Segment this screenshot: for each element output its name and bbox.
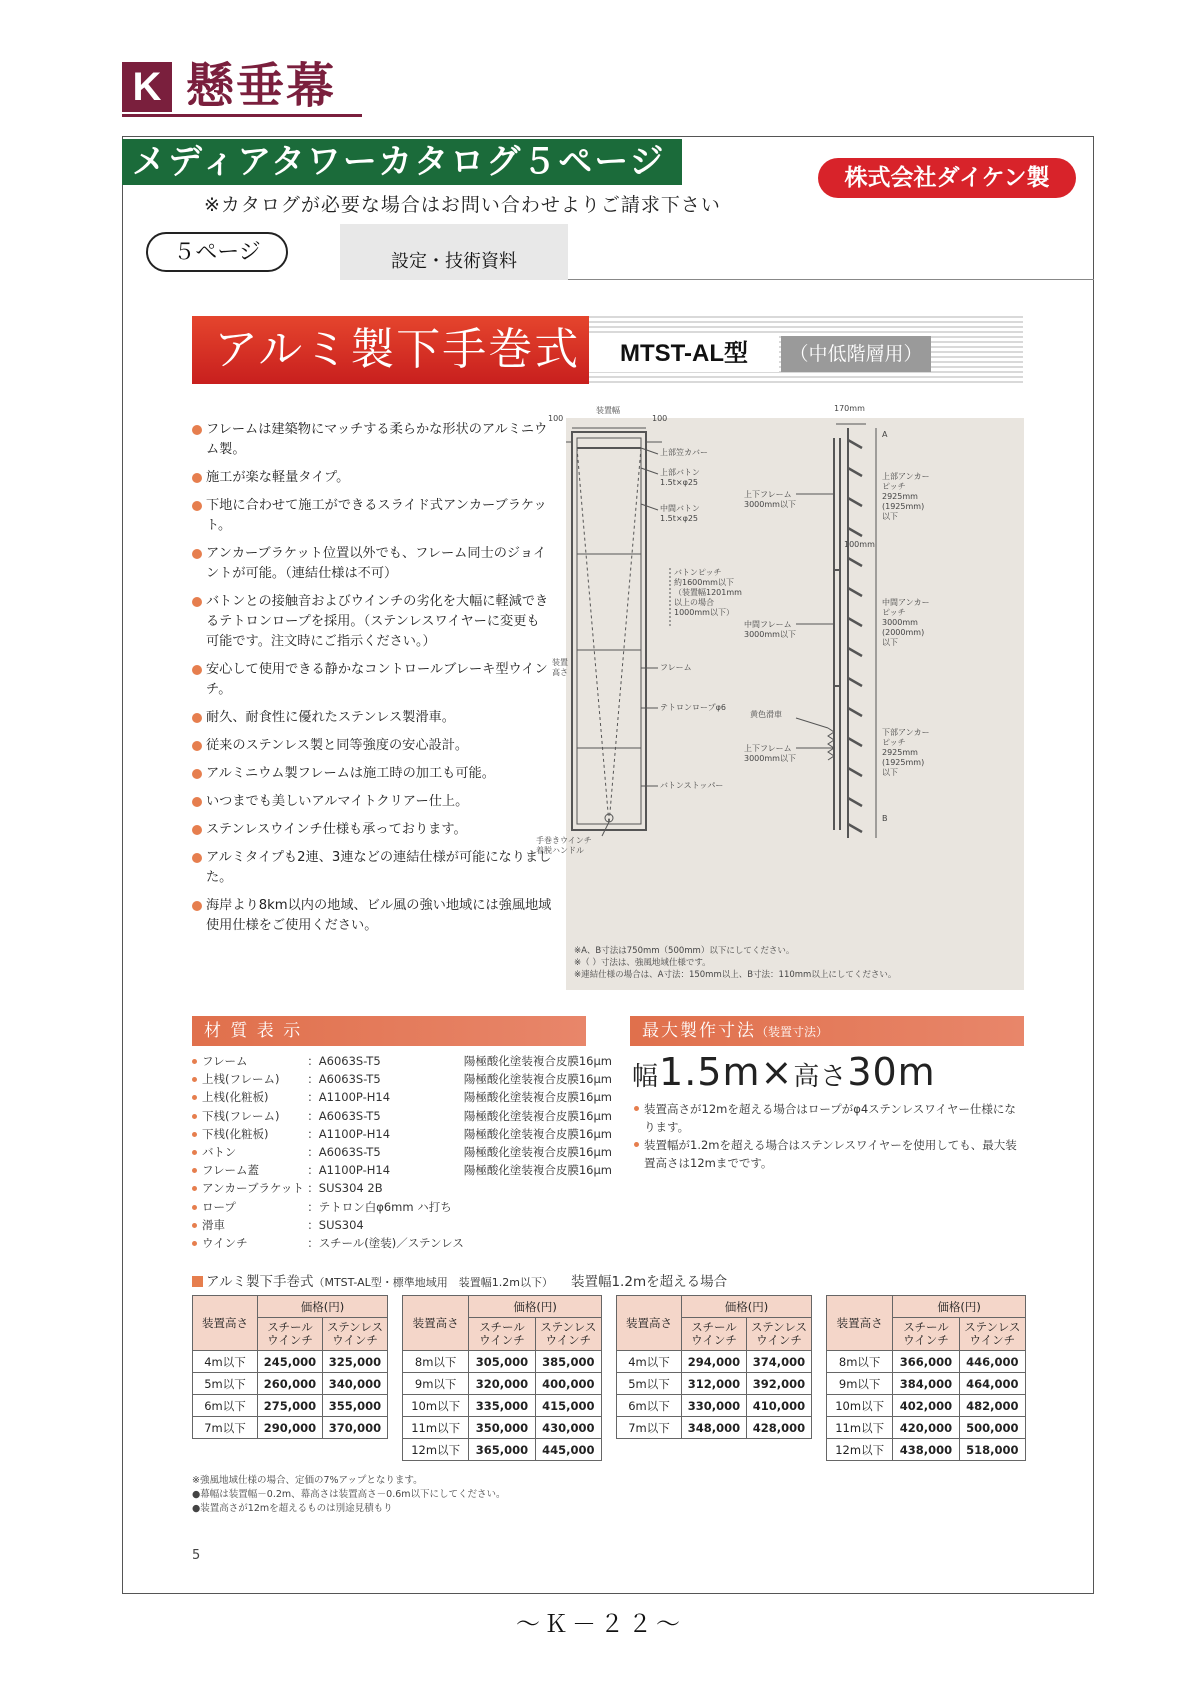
product-model: MTST-AL型 <box>589 336 779 372</box>
col-height: 装置高さ <box>403 1296 469 1351</box>
feature-item: アルミタイプも2連、3連などの連結仕様が可能になりました。 <box>192 848 552 888</box>
maker-badge: 株式会社ダイケン製 <box>818 158 1076 198</box>
col-sus-a: ステンレス <box>540 1320 597 1334</box>
col-height: 装置高さ <box>193 1296 258 1351</box>
stainless-price-cell: 325,000 <box>323 1351 388 1373</box>
max-size-notes <box>634 1100 1024 1172</box>
stainless-price-cell: 370,000 <box>323 1417 388 1439</box>
label-a: A <box>882 430 888 439</box>
anchor-mid-1: 中間アンカー <box>882 598 930 607</box>
material-row <box>192 1107 612 1125</box>
price-table <box>402 1295 602 1461</box>
times-sign: × <box>760 1050 794 1094</box>
price-header-row <box>827 1296 1026 1318</box>
col-steel-a: スチール <box>903 1320 949 1334</box>
max-size-title-note: （装置寸法） <box>756 1025 829 1039</box>
steel-price-cell: 245,000 <box>258 1351 323 1373</box>
height-label: 高さ <box>793 1062 848 1092</box>
stainless-price-cell: 518,000 <box>959 1439 1025 1461</box>
height-cell: 4m以下 <box>617 1351 682 1373</box>
page-code: ～Ｋ－２２～ <box>516 1610 684 1638</box>
label-mid-frame-b: 3000mm以下 <box>744 630 796 639</box>
dim-width-label: 装置幅 <box>596 406 620 415</box>
price-heading-sub: （MTST-AL型・標準地域用 装置幅1.2m以下） <box>313 1276 553 1289</box>
feature-item: 下地に合わせて施工ができるスライド式アンカーブラケット。 <box>192 496 552 536</box>
price-table <box>616 1295 812 1439</box>
material-name: ウインチ <box>192 1234 307 1252</box>
label-spring: 黄色滑車 <box>750 710 782 719</box>
price-heading-title: アルミ製下手巻式 <box>206 1274 314 1290</box>
label-top-baton: 上部バトン <box>660 468 700 477</box>
col-stainless <box>959 1318 1025 1351</box>
material-row <box>192 1070 612 1088</box>
material-code: ：A6063S-T5 <box>307 1072 381 1087</box>
material-name: ロープ <box>192 1198 307 1216</box>
label-top-baton-spec: 1.5t×φ25 <box>660 478 699 487</box>
material-code: ：A6063S-T5 <box>307 1108 381 1123</box>
height-cell: 12m以下 <box>827 1439 893 1461</box>
steel-price-cell: 402,000 <box>893 1395 959 1417</box>
col-steel <box>469 1318 535 1351</box>
label-pitch-1: バトンピッチ <box>674 568 722 577</box>
height-cell: 6m以下 <box>617 1395 682 1417</box>
price-row <box>827 1351 1026 1373</box>
steel-price-cell: 348,000 <box>682 1417 747 1439</box>
height-cell: 9m以下 <box>827 1373 893 1395</box>
feature-item: ステンレスウインチ仕様も承っております。 <box>192 820 552 840</box>
price-row <box>617 1395 812 1417</box>
stainless-price-cell: 410,000 <box>747 1395 812 1417</box>
title-underline <box>122 114 362 117</box>
feature-item: バトンとの接触音およびウインチの劣化を大幅に軽減できるテトロンロープを採用。（ステンレスワイヤーに変更も可能です。注文時にご指示ください。） <box>192 592 552 652</box>
anchor-mid-4: (2000mm) <box>882 628 925 637</box>
height-value: 30m <box>847 1050 936 1094</box>
stainless-price-cell: 430,000 <box>535 1417 601 1439</box>
square-bullet-icon <box>192 1276 203 1287</box>
price-row <box>193 1417 388 1439</box>
col-sus-b: ウインチ <box>969 1333 1016 1347</box>
anchor-top-5: 以下 <box>882 512 898 521</box>
anchor-top-2: ピッチ <box>882 482 906 491</box>
material-name: 下桟(化粧板) <box>192 1125 307 1143</box>
price-header-row <box>617 1296 812 1318</box>
anchor-mid-3: 3000mm <box>882 618 918 627</box>
height-cell: 7m以下 <box>193 1417 258 1439</box>
steel-price-cell: 330,000 <box>682 1395 747 1417</box>
price-heading <box>192 1270 727 1290</box>
label-winch-2: 着脱ハンドル <box>536 846 584 855</box>
material-code: ：スチール(塗装)／ステンレス <box>307 1236 464 1251</box>
height-cell: 5m以下 <box>617 1373 682 1395</box>
steel-price-cell: 320,000 <box>469 1373 535 1395</box>
height-cell: 8m以下 <box>403 1351 469 1373</box>
material-code: ：テトロン白φ6mm ハ打ち <box>307 1199 452 1214</box>
feature-list <box>192 420 552 944</box>
price-note: ●装置高さが12mを超えるものは別途見積もり <box>192 1503 393 1514</box>
steel-price-cell: 335,000 <box>469 1395 535 1417</box>
price-row <box>617 1351 812 1373</box>
width-label: 幅 <box>632 1062 660 1092</box>
steel-price-cell: 260,000 <box>258 1373 323 1395</box>
stainless-price-cell: 446,000 <box>959 1351 1025 1373</box>
price-row <box>193 1395 388 1417</box>
stainless-price-cell: 482,000 <box>959 1395 1025 1417</box>
material-name: 上桟(フレーム) <box>192 1070 307 1088</box>
stainless-price-cell: 374,000 <box>747 1351 812 1373</box>
height-cell: 7m以下 <box>617 1417 682 1439</box>
material-code: ：A1100P-H14 <box>307 1126 391 1141</box>
technical-drawing <box>536 404 1024 990</box>
label-ud-frame-bot: 上下フレーム <box>744 744 792 753</box>
anchor-mid-2: ピッチ <box>882 608 906 617</box>
price-table <box>192 1295 388 1439</box>
price-notes <box>192 1474 506 1516</box>
size-note: 装置高さが12mを超える場合はロープがφ4ステンレスワイヤー仕様になります。 <box>634 1100 1024 1136</box>
material-code: ：A6063S-T5 <box>307 1145 381 1160</box>
feature-item: 海岸より8km以内の地域、ビル風の強い地域には強風地域使用仕様をご使用ください。 <box>192 896 552 936</box>
page-number: 5 <box>192 1548 201 1563</box>
material-name: フレーム蓋 <box>192 1161 307 1179</box>
steel-price-cell: 384,000 <box>893 1373 959 1395</box>
height-cell: 10m以下 <box>827 1395 893 1417</box>
material-row <box>192 1179 612 1197</box>
material-finish <box>464 1216 612 1234</box>
anchor-bot-1: 下部アンカー <box>882 728 930 737</box>
height-cell: 11m以下 <box>403 1417 469 1439</box>
col-height: 装置高さ <box>617 1296 682 1351</box>
label-ud-frame-top: 上下フレーム <box>744 490 792 499</box>
height-cell: 5m以下 <box>193 1373 258 1395</box>
label-ud-frame-top-b: 3000mm以下 <box>744 500 796 509</box>
materials-header: 材 質 表 示 <box>192 1016 586 1046</box>
feature-item: 安心して使用できる静かなコントロールブレーキ型ウインチ。 <box>192 660 552 700</box>
anchor-top-3: 2925mm <box>882 492 918 501</box>
material-name: フレーム <box>192 1052 307 1070</box>
col-price: 価格(円) <box>469 1296 602 1318</box>
dim-100-right: 100 <box>652 414 668 423</box>
dim-170-label: 170mm <box>834 404 865 413</box>
material-row <box>192 1088 612 1106</box>
col-steel-b: ウインチ <box>267 1333 313 1347</box>
material-code: ：SUS304 2B <box>307 1181 383 1196</box>
stainless-price-cell: 500,000 <box>959 1417 1025 1439</box>
material-finish <box>464 1234 612 1252</box>
col-sus-b: ウインチ <box>545 1333 592 1347</box>
col-steel-b: ウインチ <box>903 1333 949 1347</box>
price-row <box>403 1439 602 1461</box>
col-steel-a: スチール <box>691 1320 737 1334</box>
col-price: 価格(円) <box>682 1296 812 1318</box>
price-header-row <box>403 1296 602 1318</box>
col-height: 装置高さ <box>827 1296 893 1351</box>
stainless-price-cell: 385,000 <box>535 1351 601 1373</box>
stainless-price-cell: 355,000 <box>323 1395 388 1417</box>
anchor-top-1: 上部アンカー <box>882 472 930 481</box>
material-row <box>192 1125 612 1143</box>
material-finish <box>464 1179 612 1197</box>
width-value: 1.5m <box>659 1050 761 1094</box>
anchor-top-4: (1925mm) <box>882 502 925 511</box>
steel-price-cell: 275,000 <box>258 1395 323 1417</box>
section-badge: K <box>122 62 172 112</box>
col-steel <box>682 1318 747 1351</box>
label-pitch-5: 1000mm以下） <box>674 608 734 617</box>
material-finish: 陽極酸化塗装複合皮膜16μm <box>463 1145 612 1160</box>
label-gap: 100mm <box>844 540 875 549</box>
feature-item: 施工が楽な軽量タイプ。 <box>192 468 552 488</box>
diagram-note: ※（ ）寸法は、強風地域仕様です。 <box>574 958 711 968</box>
col-steel-b: ウインチ <box>691 1333 737 1347</box>
material-name: 滑車 <box>192 1216 307 1234</box>
label-rope: テトロンロープφ6 <box>660 703 726 712</box>
material-finish: 陽極酸化塗装複合皮膜16μm <box>463 1054 612 1068</box>
dim-100-left: 100 <box>548 414 564 423</box>
diagram-note: ※A、B寸法は750mm（500mm）以下にしてください。 <box>574 946 795 956</box>
catalog-banner: メディアタワーカタログ５ページ <box>122 139 682 185</box>
material-code: ：A1100P-H14 <box>307 1163 391 1178</box>
col-price: 価格(円) <box>893 1296 1026 1318</box>
label-mid-frame: 中間フレーム <box>744 620 792 629</box>
anchor-bot-3: 2925mm <box>882 748 918 757</box>
material-finish: 陽極酸化塗装複合皮膜16μm <box>463 1072 612 1087</box>
anchor-bot-4: (1925mm) <box>882 758 925 767</box>
stainless-price-cell: 415,000 <box>535 1395 601 1417</box>
col-stainless <box>323 1318 388 1351</box>
material-row <box>192 1143 612 1161</box>
height-cell: 9m以下 <box>403 1373 469 1395</box>
label-winch-1: 手巻きウインチ <box>536 836 592 845</box>
label-b: B <box>882 814 888 823</box>
material-finish: 陽極酸化塗装複合皮膜16μm <box>463 1126 612 1141</box>
col-sus-b: ウインチ <box>756 1333 802 1347</box>
material-finish <box>464 1198 612 1216</box>
steel-price-cell: 438,000 <box>893 1439 959 1461</box>
section-title: 懸垂幕 <box>186 58 337 114</box>
price-table <box>826 1295 1026 1461</box>
col-sus-a: ステンレス <box>750 1320 808 1334</box>
product-name: アルミ製下手巻式 <box>214 324 581 375</box>
col-sus-a: ステンレス <box>964 1320 1021 1334</box>
material-code: ：A6063S-T5 <box>307 1054 381 1068</box>
price-note: ※強風地域仕様の場合、定価の7%アップとなります。 <box>192 1475 423 1486</box>
steel-price-cell: 350,000 <box>469 1417 535 1439</box>
height-cell: 12m以下 <box>403 1439 469 1461</box>
label-top-cover: 上部笠カバー <box>660 448 708 457</box>
col-steel-b: ウインチ <box>479 1333 525 1347</box>
material-code: ：SUS304 <box>307 1217 364 1232</box>
price-row <box>827 1439 1026 1461</box>
price-row <box>403 1395 602 1417</box>
catalog-note: ※カタログが必要な場合はお問い合わせよりご請求下さい <box>204 194 721 216</box>
col-stainless <box>747 1318 812 1351</box>
stainless-price-cell: 340,000 <box>323 1373 388 1395</box>
tab-technical[interactable]: 設定・技術資料 <box>340 224 568 280</box>
anchor-mid-5: 以下 <box>882 638 898 647</box>
label-pitch-3: （装置幅1201mm <box>674 588 742 597</box>
material-row <box>192 1052 612 1070</box>
label-mid-baton-spec: 1.5t×φ25 <box>660 514 699 523</box>
material-name: アンカーブラケット <box>192 1179 307 1197</box>
feature-item: 耐久、耐食性に優れたステンレス製滑車。 <box>192 708 552 728</box>
label-ud-frame-bot-b: 3000mm以下 <box>744 754 796 763</box>
height-cell: 10m以下 <box>403 1395 469 1417</box>
feature-item: いつまでも美しいアルマイトクリアー仕上。 <box>192 792 552 812</box>
steel-price-cell: 290,000 <box>258 1417 323 1439</box>
steel-price-cell: 420,000 <box>893 1417 959 1439</box>
tab-divider <box>568 279 1094 280</box>
col-sus-a: ステンレス <box>326 1320 384 1334</box>
steel-price-cell: 366,000 <box>893 1351 959 1373</box>
steel-price-cell: 305,000 <box>469 1351 535 1373</box>
max-size-header <box>630 1016 1024 1046</box>
label-pitch-2: 約1600mm以下 <box>674 578 734 587</box>
anchor-bot-2: ピッチ <box>882 738 906 747</box>
anchor-bot-5: 以下 <box>882 768 898 777</box>
price-row <box>617 1373 812 1395</box>
material-row <box>192 1216 612 1234</box>
steel-price-cell: 365,000 <box>469 1439 535 1461</box>
material-finish: 陽極酸化塗装複合皮膜16μm <box>463 1090 612 1105</box>
col-steel <box>893 1318 959 1351</box>
feature-item: フレームは建築物にマッチする柔らかな形状のアルミニウム製。 <box>192 420 552 460</box>
max-size-title: 最大製作寸法 <box>642 1021 756 1041</box>
stainless-price-cell: 400,000 <box>535 1373 601 1395</box>
material-name: 下桟(フレーム) <box>192 1107 307 1125</box>
height-cell: 11m以下 <box>827 1417 893 1439</box>
feature-item: アンカーブラケット位置以外でも、フレーム同士のジョイントが可能。（連結仕様は不可） <box>192 544 552 584</box>
price-row <box>193 1351 388 1373</box>
max-size-value <box>632 1050 936 1094</box>
feature-item: 従来のステンレス製と同等強度の安心設計。 <box>192 736 552 756</box>
price-row <box>617 1417 812 1439</box>
material-row <box>192 1234 612 1252</box>
height-cell: 6m以下 <box>193 1395 258 1417</box>
label-pitch-4: 以上の場合 <box>674 598 714 607</box>
material-name: バトン <box>192 1143 307 1161</box>
price-row <box>827 1395 1026 1417</box>
product-use: （中低階層用） <box>781 336 931 372</box>
stainless-price-cell: 428,000 <box>747 1417 812 1439</box>
stainless-price-cell: 392,000 <box>747 1373 812 1395</box>
label-frame: フレーム <box>660 663 692 672</box>
col-steel-a: スチール <box>479 1320 525 1334</box>
price-note: ●幕幅は装置幅－0.2m、幕高さは装置高さ－0.6m以下にしてください。 <box>192 1489 506 1500</box>
stainless-price-cell: 445,000 <box>535 1439 601 1461</box>
price-row <box>403 1351 602 1373</box>
size-note: 装置幅が1.2mを超える場合はステンレスワイヤーを使用しても、最大装置高さは12mまでです。 <box>634 1136 1024 1172</box>
price-header-row <box>193 1296 388 1318</box>
stainless-price-cell: 464,000 <box>959 1373 1025 1395</box>
price-row <box>403 1373 602 1395</box>
material-row <box>192 1198 612 1216</box>
label-height-1: 装置 <box>552 658 568 667</box>
price-row <box>193 1373 388 1395</box>
col-sus-b: ウインチ <box>332 1333 378 1347</box>
price-heading-wide: 装置幅1.2mを超える場合 <box>570 1274 728 1290</box>
col-steel <box>258 1318 323 1351</box>
material-name: 上桟(化粧板) <box>192 1088 307 1106</box>
diagram-note: ※連結仕様の場合は、A寸法：150mm以上、B寸法：110mm以上にしてください。 <box>574 970 897 980</box>
label-stopper: バトンストッパー <box>660 781 724 790</box>
price-row <box>403 1417 602 1439</box>
label-height-2: 高さ <box>552 668 568 677</box>
price-row <box>827 1373 1026 1395</box>
col-price: 価格(円) <box>258 1296 388 1318</box>
feature-item: アルミニウム製フレームは施工時の加工も可能。 <box>192 764 552 784</box>
height-cell: 4m以下 <box>193 1351 258 1373</box>
page-label: ５ページ <box>146 232 288 272</box>
material-finish: 陽極酸化塗装複合皮膜16μm <box>463 1108 612 1123</box>
steel-price-cell: 294,000 <box>682 1351 747 1373</box>
steel-price-cell: 312,000 <box>682 1373 747 1395</box>
materials-table <box>192 1052 612 1252</box>
price-row <box>827 1417 1026 1439</box>
height-cell: 8m以下 <box>827 1351 893 1373</box>
material-finish: 陽極酸化塗装複合皮膜16μm <box>463 1163 612 1178</box>
material-code: ：A1100P-H14 <box>307 1090 391 1105</box>
col-stainless <box>535 1318 601 1351</box>
material-row <box>192 1161 612 1179</box>
label-mid-baton: 中間バトン <box>660 504 700 513</box>
col-steel-a: スチール <box>267 1320 313 1334</box>
